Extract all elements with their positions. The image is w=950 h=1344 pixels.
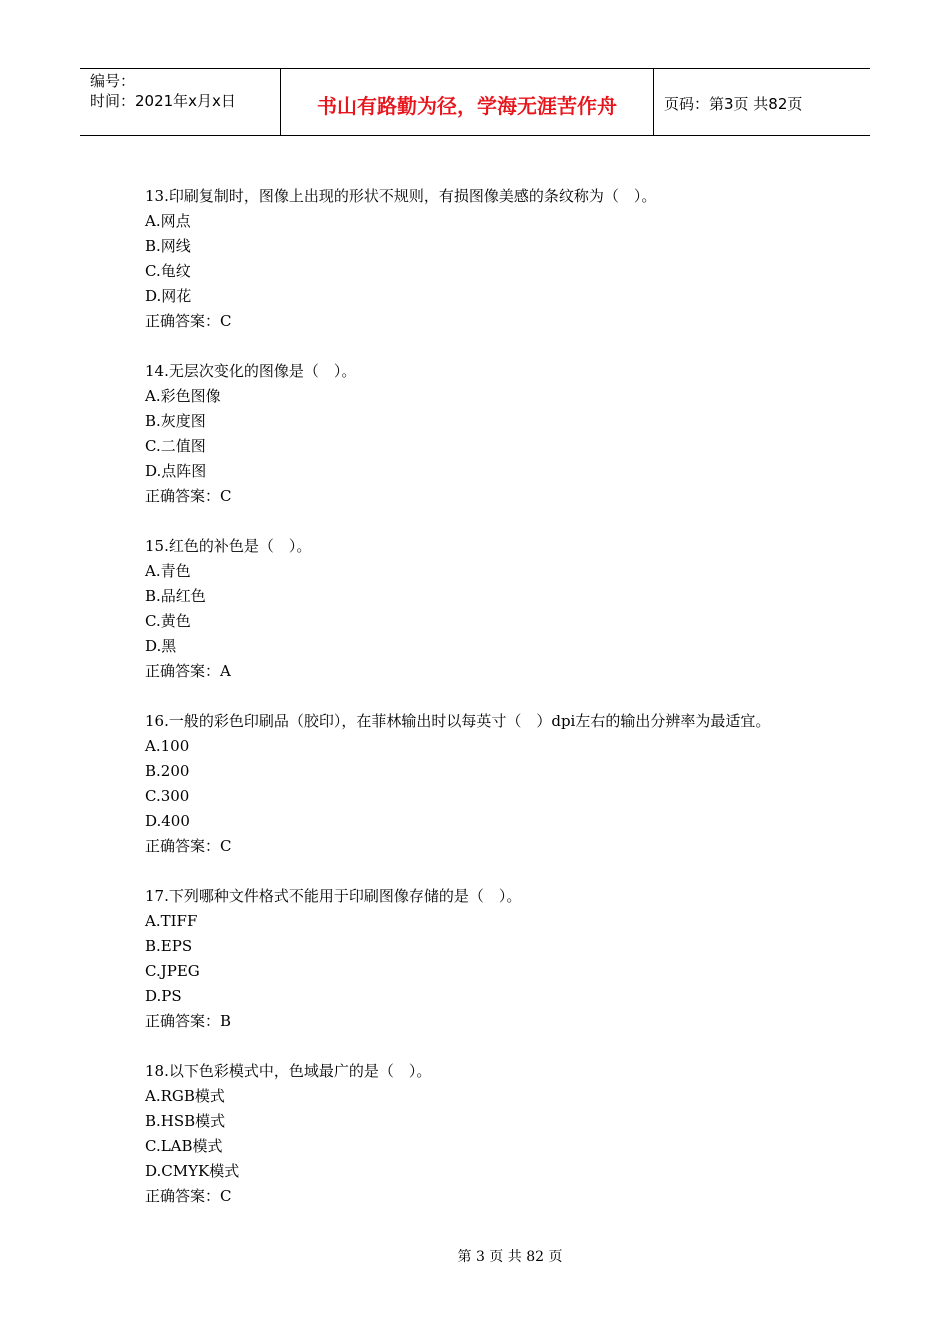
option-c: C.黄色 xyxy=(145,612,191,630)
correct-answer: 正确答案：B xyxy=(145,1012,232,1030)
option-d: D.黑 xyxy=(145,637,177,655)
question-stem: 16.一般的彩色印刷品（胶印），在菲林输出时以每英寸（ ）dpi左右的输出分辨率为最适宜。 xyxy=(145,712,771,730)
option-b: B.网线 xyxy=(145,237,191,255)
option-d: D.400 xyxy=(145,812,190,830)
question-16 xyxy=(145,709,825,859)
option-b: B.200 xyxy=(145,762,190,780)
correct-answer: 正确答案：C xyxy=(145,312,232,330)
option-c: C.LAB模式 xyxy=(145,1137,223,1155)
option-c: C.二值图 xyxy=(145,437,206,455)
option-d: D.点阵图 xyxy=(145,462,207,480)
question-list xyxy=(145,184,825,1234)
option-c: C.300 xyxy=(145,787,190,805)
option-d: D.网花 xyxy=(145,287,192,305)
option-d: D.CMYK模式 xyxy=(145,1162,240,1180)
option-a: A.青色 xyxy=(145,562,191,580)
option-a: A.RGB模式 xyxy=(145,1087,225,1105)
option-a: A.彩色图像 xyxy=(145,387,221,405)
option-a: A.100 xyxy=(145,737,190,755)
correct-answer: 正确答案：A xyxy=(145,662,231,680)
option-b: B.EPS xyxy=(145,937,193,955)
option-c: C.龟纹 xyxy=(145,262,191,280)
question-stem: 18.以下色彩模式中，色域最广的是（ ）。 xyxy=(145,1062,432,1080)
question-stem: 14.无层次变化的图像是（ ）。 xyxy=(145,362,357,380)
option-a: A.网点 xyxy=(145,212,191,230)
option-a: A.TIFF xyxy=(145,912,198,930)
question-stem: 13.印刷复制时，图像上出现的形状不规则，有损图像美感的条纹称为（ ）。 xyxy=(145,187,657,205)
option-b: B.品红色 xyxy=(145,587,206,605)
question-13 xyxy=(145,184,825,334)
header-meta xyxy=(80,69,281,135)
page-footer: 第 3 页 共 82 页 xyxy=(457,1249,563,1265)
header-date-label: 时间：2021年x月x日 xyxy=(90,92,236,110)
option-b: B.灰度图 xyxy=(145,412,206,430)
header-number-label: 编号： xyxy=(90,72,136,90)
question-17 xyxy=(145,884,825,1034)
option-b: B.HSB模式 xyxy=(145,1112,226,1130)
header-motto: 书山有路勤为径，学海无涯苦作舟 xyxy=(281,69,654,135)
question-stem: 15.红色的补色是（ ）。 xyxy=(145,537,312,555)
question-15 xyxy=(145,534,825,684)
question-18 xyxy=(145,1059,825,1209)
option-c: C.JPEG xyxy=(145,962,200,980)
header-page-info: 页码：第3页 共82页 xyxy=(664,94,803,113)
correct-answer: 正确答案：C xyxy=(145,487,232,505)
question-stem: 17.下列哪种文件格式不能用于印刷图像存储的是（ ）。 xyxy=(145,887,522,905)
correct-answer: 正确答案：C xyxy=(145,837,232,855)
correct-answer: 正确答案：C xyxy=(145,1187,232,1205)
document-header xyxy=(80,68,870,136)
question-14 xyxy=(145,359,825,509)
option-d: D.PS xyxy=(145,987,182,1005)
